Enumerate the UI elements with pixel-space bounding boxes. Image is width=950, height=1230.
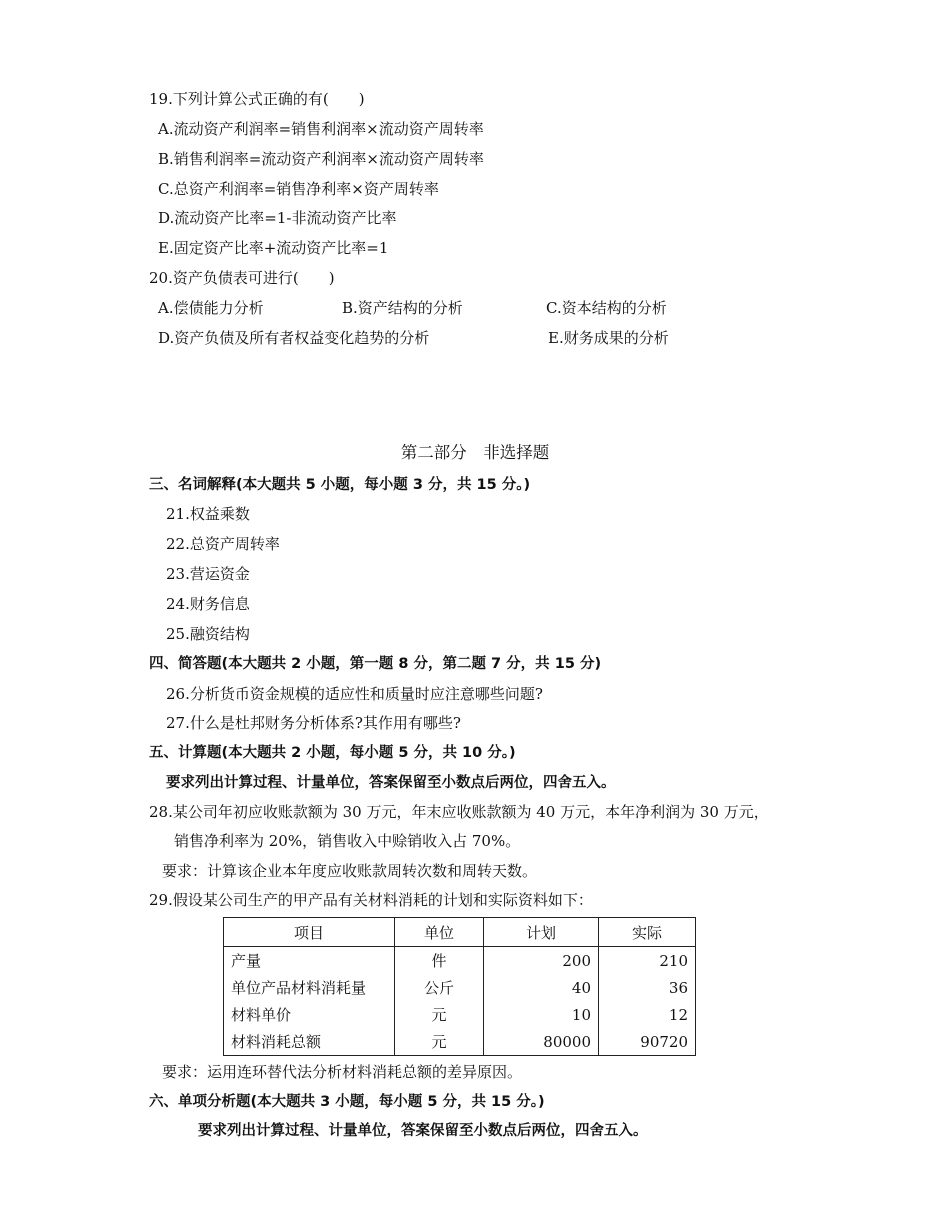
- term-item-25: 25.融资结构: [166, 625, 250, 643]
- cell-unit: 元: [395, 1028, 484, 1056]
- q20-option-b: B.资产结构的分析: [342, 299, 463, 317]
- short-answer-27: 27.什么是杜邦财务分析体系?其作用有哪些?: [166, 714, 461, 732]
- q20-option-a: A.偿债能力分析: [158, 299, 264, 317]
- cell-item: 材料单价: [224, 1001, 395, 1028]
- section-5-requirement: 要求列出计算过程、计量单位，答案保留至小数点后两位，四舍五入。: [166, 775, 616, 791]
- section-6-requirement: 要求列出计算过程、计量单位，答案保留至小数点后两位，四舍五入。: [198, 1123, 648, 1139]
- term-item-23: 23.营运资金: [166, 565, 250, 583]
- cell-unit: 件: [395, 947, 484, 975]
- cell-actual: 90720: [599, 1028, 696, 1056]
- column-header-item: 项目: [224, 918, 395, 947]
- column-header-plan: 计划: [484, 918, 599, 947]
- question-19-stem: 19.下列计算公式正确的有( ): [149, 90, 365, 108]
- cell-item: 单位产品材料消耗量: [224, 974, 395, 1001]
- q20-option-e: E.财务成果的分析: [548, 329, 669, 347]
- column-header-unit: 单位: [395, 918, 484, 947]
- section-6-heading: 六、单项分析题(本大题共 3 小题，每小题 5 分，共 15 分。): [149, 1094, 545, 1110]
- table-row: [224, 974, 696, 1001]
- material-consumption-table: [223, 917, 696, 1056]
- q19-option-a: A.流动资产利润率=销售利润率×流动资产周转率: [158, 120, 484, 138]
- question-29-stem: 29.假设某公司生产的甲产品有关材料消耗的计划和实际资料如下：: [149, 891, 593, 909]
- table-row: [224, 1028, 696, 1056]
- term-item-22: 22.总资产周转率: [166, 535, 280, 553]
- short-answer-26: 26.分析货币资金规模的适应性和质量时应注意哪些问题?: [166, 685, 543, 703]
- table-header-row: [224, 918, 696, 947]
- cell-item: 产量: [224, 947, 395, 975]
- question-29-requirement: 要求：运用连环替代法分析材料消耗总额的差异原因。: [162, 1063, 523, 1081]
- question-28-requirement: 要求：计算该企业本年度应收账款周转次数和周转天数。: [162, 862, 538, 880]
- section-3-heading: 三、名词解释(本大题共 5 小题，每小题 3 分，共 15 分。): [149, 477, 531, 493]
- question-28-line-2: 销售净利率为 20%，销售收入中赊销收入占 70%。: [174, 832, 521, 850]
- table-row: [224, 1001, 696, 1028]
- table-row: [224, 947, 696, 975]
- term-item-21: 21.权益乘数: [166, 505, 250, 523]
- cell-plan: 200: [484, 947, 599, 975]
- part-two-title: 第二部分 非选择题: [400, 443, 550, 462]
- column-header-actual: 实际: [599, 918, 696, 947]
- cell-unit: 公斤: [395, 974, 484, 1001]
- q19-option-b: B.销售利润率=流动资产利润率×流动资产周转率: [158, 150, 484, 168]
- question-20-stem: 20.资产负债表可进行( ): [149, 269, 335, 287]
- term-item-24: 24.财务信息: [166, 595, 250, 613]
- cell-actual: 12: [599, 1001, 696, 1028]
- cell-unit: 元: [395, 1001, 484, 1028]
- section-5-heading: 五、计算题(本大题共 2 小题，每小题 5 分，共 10 分。): [149, 745, 516, 761]
- q20-option-c: C.资本结构的分析: [546, 299, 667, 317]
- cell-plan: 10: [484, 1001, 599, 1028]
- question-28-line-1: 28.某公司年初应收账款额为 30 万元，年末应收账款额为 40 万元，本年净利润为 30 万元，: [149, 803, 769, 821]
- section-4-heading: 四、简答题(本大题共 2 小题，第一题 8 分，第二题 7 分，共 15 分): [149, 656, 602, 672]
- q19-option-e: E.固定资产比率+流动资产比率=1: [158, 239, 389, 257]
- q20-option-d: D.资产负债及所有者权益变化趋势的分析: [158, 329, 430, 347]
- q19-option-d: D.流动资产比率=1-非流动资产比率: [158, 209, 397, 227]
- cell-actual: 36: [599, 974, 696, 1001]
- cell-actual: 210: [599, 947, 696, 975]
- cell-item: 材料消耗总额: [224, 1028, 395, 1056]
- cell-plan: 40: [484, 974, 599, 1001]
- cell-plan: 80000: [484, 1028, 599, 1056]
- q19-option-c: C.总资产利润率=销售净利率×资产周转率: [158, 180, 439, 198]
